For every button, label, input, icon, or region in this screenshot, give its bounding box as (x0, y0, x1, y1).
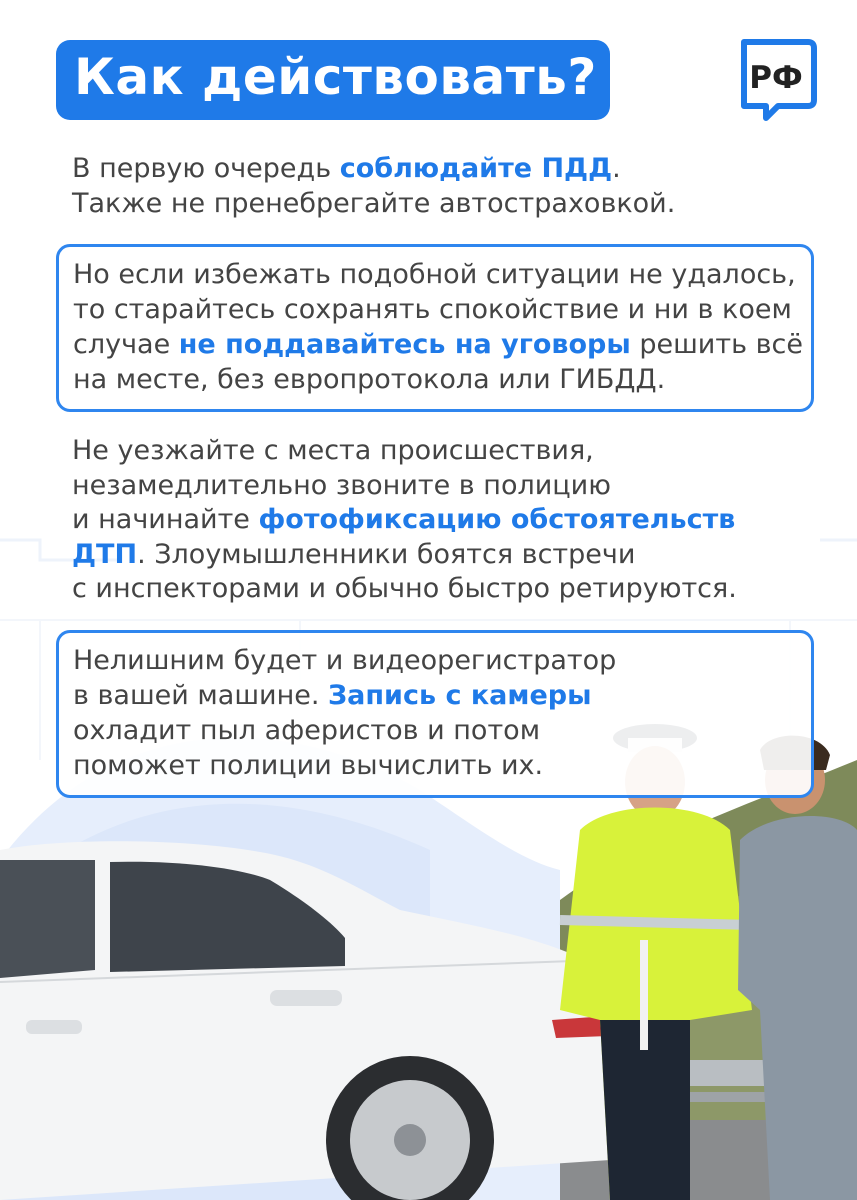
title-banner (56, 40, 610, 120)
highlight-camera: Запись с камеры (328, 680, 592, 711)
middle-paragraph (72, 434, 737, 607)
info-box-calm (56, 244, 814, 412)
box1-line-1: Но если избежать подобной ситуации не удалось, (73, 259, 796, 290)
highlight-pdd: соблюдайте ПДД (339, 153, 613, 184)
intro-line-2: Также не пренебрегайте автостраховкой. (72, 187, 676, 219)
box1-line-3: случае не поддавайтесь на уговоры решить всё (73, 329, 803, 360)
box1-line-2: то старайтесь сохранять спокойствие и ни в коем (73, 294, 792, 325)
middle-line-2: незамедлительно звоните в полицию (72, 469, 611, 501)
middle-line-5: с инспекторами и обычно быстро ретируются. (72, 573, 737, 604)
box2-line-4: поможет полиции вычислить их. (73, 750, 544, 781)
middle-line-1: Не уезжайте с места происшествия, (72, 435, 594, 466)
highlight-no-persuasion: не поддавайтесь на уговоры (178, 329, 631, 360)
box2-line-2: в вашей машине. Запись с камеры (73, 680, 592, 711)
box1-line-4: на месте, без европротокола или ГИБДД. (73, 364, 666, 395)
info-box-dashcam (56, 630, 814, 798)
middle-line-3: и начинайте фотофиксацию обстоятельств (72, 504, 736, 535)
rf-logo (738, 38, 818, 122)
page-title: Как действовать? (74, 48, 597, 106)
box2-line-3: охладит пыл аферистов и потом (73, 715, 541, 746)
highlight-photo: фотофиксацию обстоятельств (258, 504, 736, 535)
middle-line-4: ДТП. Злоумышленники боятся встречи (72, 538, 636, 570)
highlight-dtp: ДТП (72, 538, 138, 570)
box2-line-1: Нелишним будет и видеорегистратор (73, 645, 617, 676)
intro-line-1: В первую очередь соблюдайте ПДД. (72, 153, 621, 184)
logo-text: РФ (749, 60, 803, 96)
intro-paragraph (72, 152, 675, 221)
